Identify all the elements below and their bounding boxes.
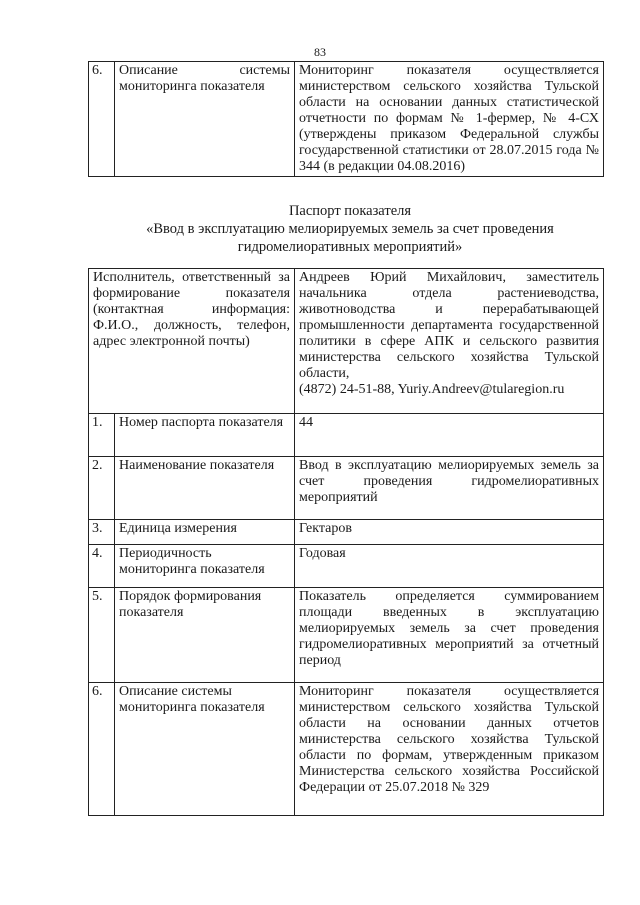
row-number: 1. <box>89 414 115 457</box>
table-row <box>89 545 604 588</box>
row-label: Единица измерения <box>115 520 295 545</box>
row-number: 6. <box>89 62 115 177</box>
indicator-name-line: «Ввод в эксплуатацию мелиорируемых земель за счет проведения <box>146 221 554 237</box>
passport-title <box>100 202 600 256</box>
row-value: Показатель определяется суммированием площади введенных в эксплуатацию мелиорируемых земель за счет проведения гидромелиоративных мероприятий за отчетный период <box>295 588 604 683</box>
row-number: 6. <box>89 683 115 816</box>
indicator-name-line: гидромелиоративных мероприятий» <box>237 239 463 255</box>
table-row <box>89 457 604 520</box>
executor-contact: (4872) 24-51-88, Yuriy.Andreev@tularegion.ru <box>299 382 565 397</box>
executor-label: Исполнитель, ответственный за формирование показателя (контактная информация: Ф.И.О., должность, телефон, адрес электронной почты) <box>89 269 295 414</box>
executor-row <box>89 269 604 414</box>
row-label: Описание системы мониторинга показателя <box>115 683 295 816</box>
row-label: Описание системы мониторинга показателя <box>115 62 295 177</box>
row-label: Порядок формирования показателя <box>115 588 295 683</box>
row-value: Мониторинг показателя осуществляется министерством сельского хозяйства Тульской области на основании данных статистической отчетности по формам № 1-фермер, № 4-СХ (утверждены приказом Федеральной службы государственной статистики от 28.07.2015 года № 344 (в редакции 04.08.2016) <box>295 62 604 177</box>
table-row <box>89 62 604 177</box>
previous-passport-table-fragment <box>88 61 604 177</box>
table-row <box>89 683 604 816</box>
row-label: Периодичность мониторинга показателя <box>115 545 295 588</box>
page-number: 83 <box>314 45 326 59</box>
indicator-passport-table <box>88 268 604 816</box>
executor-details: Андреев Юрий Михайлович, заместитель начальника отдела растениеводства, животноводства и перерабатывающей промышленности департамента государственной политики в сфере АПК и сельского развития министерства сельского хозяйства Тульской области, <box>299 270 600 381</box>
row-value: Мониторинг показателя осуществляется министерством сельского хозяйства Тульской области на основании данных отчетов министерства сельского хозяйства Тульской области по формам, утвержденным приказом Министерства сельского хозяйства Российской Федерации от 25.07.2018 № 329 <box>295 683 604 816</box>
row-number: 5. <box>89 588 115 683</box>
table-row <box>89 520 604 545</box>
row-value: Ввод в эксплуатацию мелиорируемых земель за счет проведения гидромелиоративных мероприятий <box>295 457 604 520</box>
row-label: Наименование показателя <box>115 457 295 520</box>
row-number: 4. <box>89 545 115 588</box>
row-value: Годовая <box>295 545 604 588</box>
executor-value <box>295 269 604 414</box>
table-row <box>89 414 604 457</box>
row-value: Гектаров <box>295 520 604 545</box>
row-label: Номер паспорта показателя <box>115 414 295 457</box>
row-number: 2. <box>89 457 115 520</box>
row-number: 3. <box>89 520 115 545</box>
passport-title-line: Паспорт показателя <box>288 203 412 219</box>
row-value: 44 <box>295 414 604 457</box>
table-row <box>89 588 604 683</box>
